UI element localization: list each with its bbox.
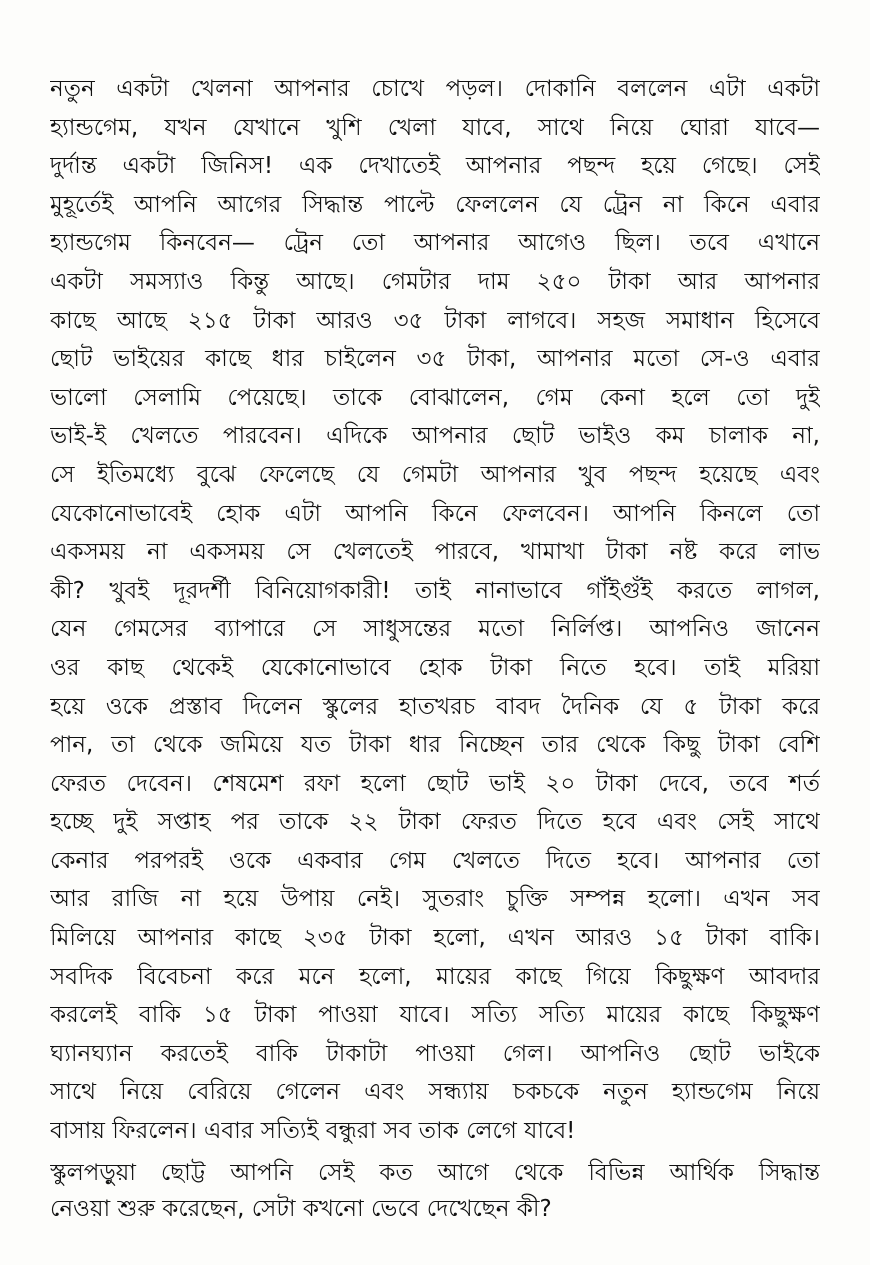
text-line: ফেরত দেবেন। শেষমেশ রফা হলো ছোট ভাই ২০ টাকা দেবে, তবে শর্ত [50, 770, 820, 797]
text-line: ওর কাছ থেকেই যেকোনোভাবে হোক টাকা নিতে হবে। তাই মরিয়া [50, 654, 820, 681]
text-line: নেওয়া শুরু করেছেন, সেটা কখনো ভেবে দেখেছেন কী? [50, 1196, 552, 1222]
text-line: কাছে আছে ২১৫ টাকা আরও ৩৫ টাকা লাগবে। সহজ সমাধান হিসেবে [50, 307, 820, 334]
text-line: কেনার পরপরই ওকে একবার গেম খেলতে দিতে হবে। আপনার তো [50, 847, 820, 874]
text-line: ছোট ভাইয়ের কাছে ধার চাইলেন ৩৫ টাকা, আপনার মতো সে-ও এবার [50, 346, 820, 373]
text-line: হ্যান্ডগেম কিনবেন— ট্রেন তো আপনার আগেও ছিল। তবে এখানে [50, 230, 820, 257]
text-line: একটা সমস্যাও কিন্তু আছে। গেমটার দাম ২৫০ টাকা আর আপনার [50, 268, 820, 295]
paragraph-story [50, 70, 820, 1151]
text-line: যেকোনোভাবেই হোক এটা আপনি কিনে ফেলবেন। আপনি কিনলে তো [50, 500, 820, 527]
text-line: দুর্দান্ত একটা জিনিস! এক দেখাতেই আপনার পছন্দ হয়ে গেছে। সেই [50, 153, 820, 180]
text-line: সবদিক বিবেচনা করে মনে হলো, মায়ের কাছে গিয়ে কিছুক্ষণ আবদার [50, 963, 820, 990]
text-line: একসময় না একসময় সে খেলতেই পারবে, খামাখা টাকা নষ্ট করে লাভ [50, 539, 820, 566]
text-line: করলেই বাকি ১৫ টাকা পাওয়া যাবে। সত্যি সত্যি মায়ের কাছে কিছুক্ষণ [50, 1002, 820, 1029]
paragraph-question [50, 1155, 820, 1227]
text-line: হয়ে ওকে প্রস্তাব দিলেন স্কুলের হাতখরচ বাবদ দৈনিক যে ৫ টাকা করে [50, 693, 820, 720]
text-line: ভাই-ই খেলতে পারবেন। এদিকে আপনার ছোট ভাইও কম চালাক না, [50, 423, 820, 450]
text-line: মিলিয়ে আপনার কাছে ২৩৫ টাকা হলো, এখন আরও ১৫ টাকা বাকি। [50, 925, 820, 952]
text-line: যেন গেমসের ব্যাপারে সে সাধুসন্তের মতো নির্লিপ্ত। আপনিও জানেন [50, 616, 820, 643]
text-line: আর রাজি না হয়ে উপায় নেই। সুতরাং চুক্তি সম্পন্ন হলো। এখন সব [50, 886, 820, 913]
text-line: হ্যান্ডগেম, যখন যেখানে খুশি খেলা যাবে, সাথে নিয়ে ঘোরা যাবে— [50, 114, 820, 141]
text-line: বাসায় ফিরলেন। এবার সত্যিই বন্ধুরা সব তাক লেগে যাবে! [50, 1118, 576, 1145]
text-line: সাথে নিয়ে বেরিয়ে গেলেন এবং সন্ধ্যায় চকচকে নতুন হ্যান্ডগেম নিয়ে [50, 1079, 820, 1106]
text-line: মুহূর্তেই আপনি আগের সিদ্ধান্ত পাল্টে ফেললেন যে ট্রেন না কিনে এবার [50, 191, 820, 218]
text-line: স্কুলপড়ুয়া ছোট্ট আপনি সেই কত আগে থেকে বিভিন্ন আর্থিক সিদ্ধান্ত [50, 1160, 820, 1186]
text-line: নতুন একটা খেলনা আপনার চোখে পড়ল। দোকানি বললেন এটা একটা [50, 76, 820, 102]
text-line: ঘ্যানঘ্যান করতেই বাকি টাকাটা পাওয়া গেল। আপনিও ছোট ভাইকে [50, 1040, 820, 1067]
text-line: ভালো সেলামি পেয়েছে। তাকে বোঝালেন, গেম কেনা হলে তো দুই [50, 384, 820, 411]
text-line: কী? খুবই দূরদর্শী বিনিয়োগকারী! তাই নানাভাবে গাঁইগুঁই করতে লাগল, [50, 577, 820, 604]
text-line: সে ইতিমধ্যে বুঝে ফেলেছে যে গেমটা আপনার খুব পছন্দ হয়েছে এবং [50, 461, 820, 488]
text-line: হচ্ছে দুই সপ্তাহ পর তাকে ২২ টাকা ফেরত দিতে হবে এবং সেই সাথে [50, 809, 820, 836]
text-line: পান, তা থেকে জমিয়ে যত টাকা ধার নিচ্ছেন তার থেকে কিছু টাকা বেশি [50, 732, 820, 759]
